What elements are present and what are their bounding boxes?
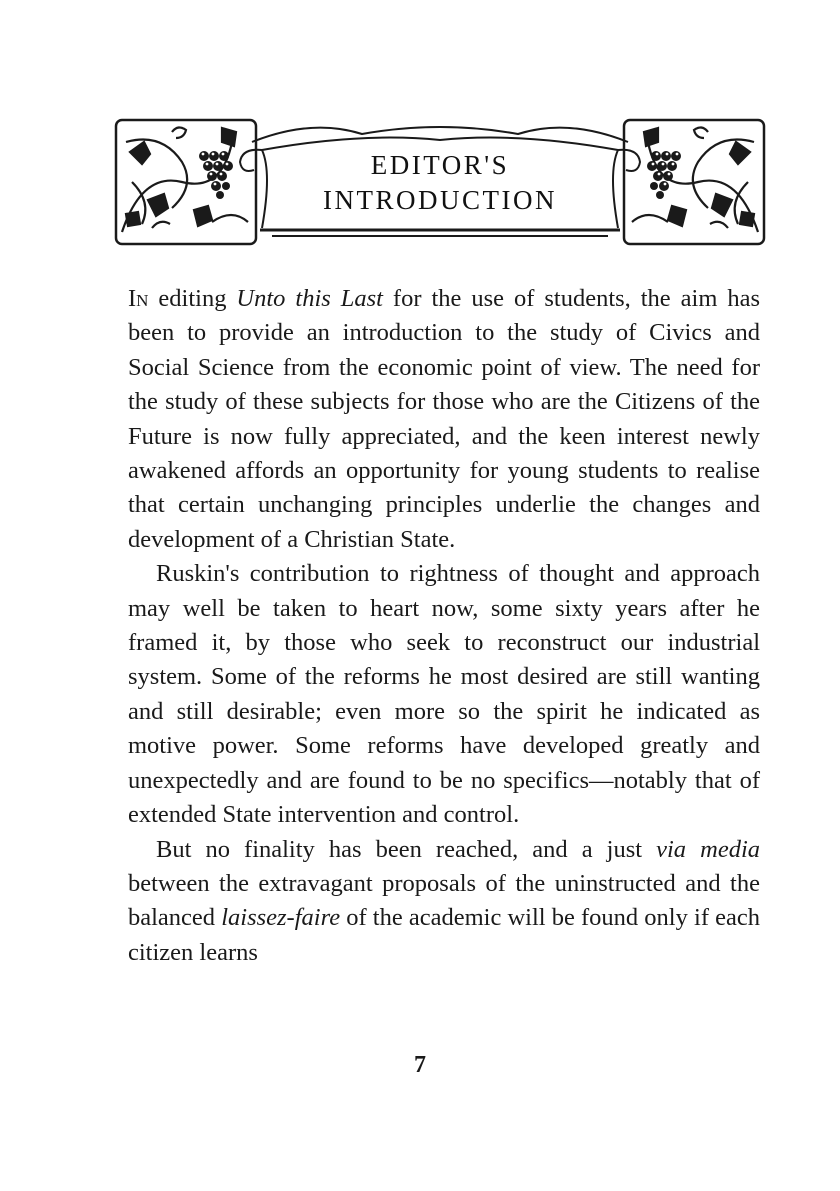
chapter-heading [112, 148, 768, 218]
heading-line-1: EDITOR'S [370, 150, 510, 180]
paragraph-3-text-c: of the academic will be found only if each citizen learns [128, 904, 760, 966]
paragraph-3-text-a: But no finality has been reached, and a just [156, 835, 657, 863]
paragraph-1-lead: editing [148, 285, 237, 312]
page-number: 7 [414, 1052, 426, 1078]
paragraph-2: Ruskin's contribution to rightness of thought and approach may well be taken to heart now, some sixty years after he framed it, by those who seek to reconstruct our industrial system. Some of the reforms he most desired are still wanting and still desirable; even more so the spirit he indicated as motive power. Some reforms have developed greatly and unexpectedly and are found to be no specifics—notably that of extended State intervention and control. [128, 560, 760, 829]
book-title: Unto this Last [236, 285, 383, 312]
paragraph-1 [128, 282, 760, 557]
paragraph-1-text: for the use of students, the aim has been to provide an introduction to the study of Civics and Social Science from the economic point of view. The need for the study of these subjects for those who are the Citizens of the Future is now fully appreciated, and the keen interest newly awakened affords an opportunity for young students to realise that certain unchanging principles underlie the changes and development of a Christian State. [128, 285, 761, 553]
french-term: laissez-faire [221, 904, 341, 932]
heading-line-2: INTRODUCTION [323, 185, 557, 215]
ornamental-headpiece [112, 112, 768, 248]
body-text [128, 282, 760, 970]
paragraph-3 [128, 833, 760, 971]
latin-term: via media [656, 835, 760, 863]
paragraph-3-text-b: between the extravagant proposals of the uninstructed and the balanced [128, 869, 760, 932]
opening-small-caps: In [128, 285, 149, 312]
